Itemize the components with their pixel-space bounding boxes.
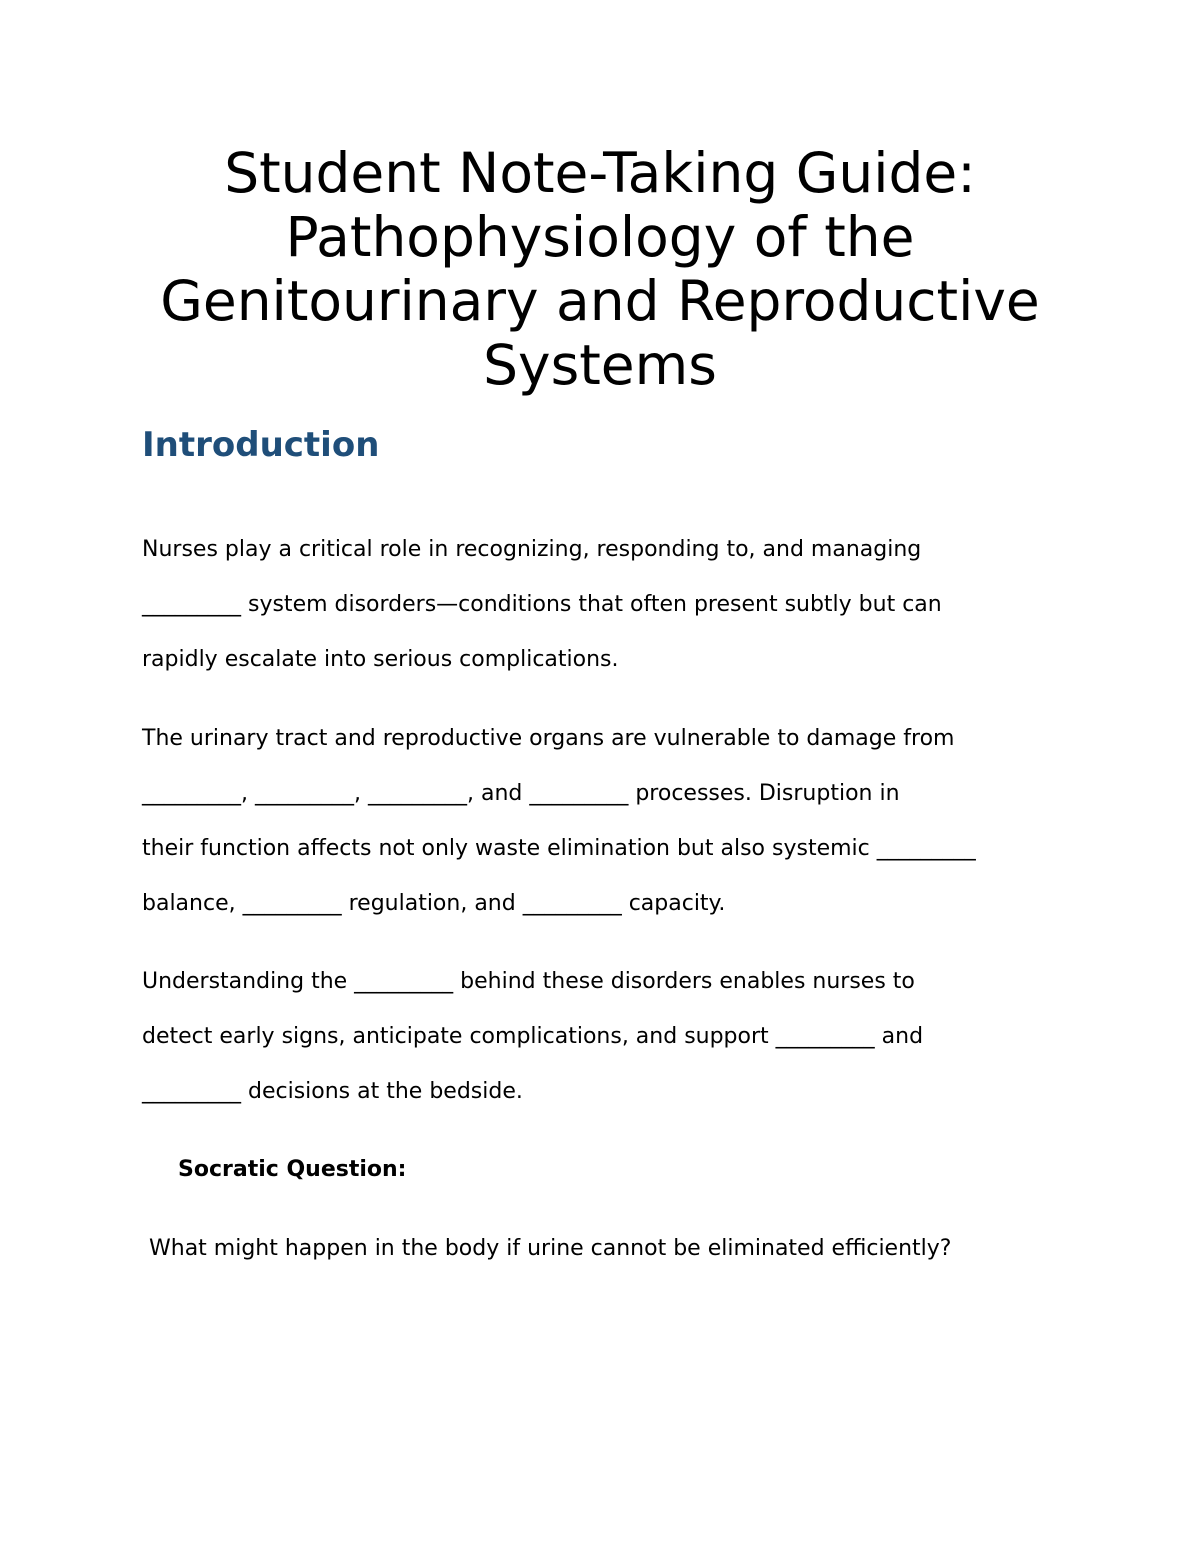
title-line: Pathophysiology of the — [285, 205, 915, 269]
paragraph-vulnerability — [142, 724, 1062, 944]
paragraph-understanding — [142, 967, 1062, 1132]
title-line: Genitourinary and Reproductive — [160, 269, 1040, 333]
page-title — [100, 141, 1100, 397]
title-line: Student Note-Taking Guide: — [224, 141, 976, 205]
paragraph-line: Understanding the _________ behind these disorders enables nurses to — [142, 969, 915, 994]
socratic-question-label: Socratic Question: — [178, 1157, 407, 1182]
paragraph-line: detect early signs, anticipate complications, and support _________ and — [142, 1024, 924, 1049]
section-heading-introduction: Introduction — [142, 425, 380, 465]
paragraph-line: rapidly escalate into serious complications. — [142, 647, 619, 672]
title-line: Systems — [483, 333, 717, 397]
paragraph-line: balance, _________ regulation, and _________ capacity. — [142, 891, 726, 916]
paragraph-line: Nurses play a critical role in recognizing, responding to, and managing — [142, 537, 922, 562]
paragraph-line: The urinary tract and reproductive organs are vulnerable to damage from — [142, 726, 955, 751]
paragraph-line: their function affects not only waste elimination but also systemic _________ — [142, 836, 976, 861]
paragraph-nurses-role — [142, 535, 1062, 700]
paragraph-line: _________, _________, _________, and _________ processes. Disruption in — [142, 781, 900, 806]
socratic-question-text: What might happen in the body if urine cannot be eliminated efficiently? — [149, 1236, 952, 1261]
paragraph-line: _________ system disorders—conditions that often present subtly but can — [142, 592, 942, 617]
paragraph-line: _________ decisions at the bedside. — [142, 1079, 523, 1104]
